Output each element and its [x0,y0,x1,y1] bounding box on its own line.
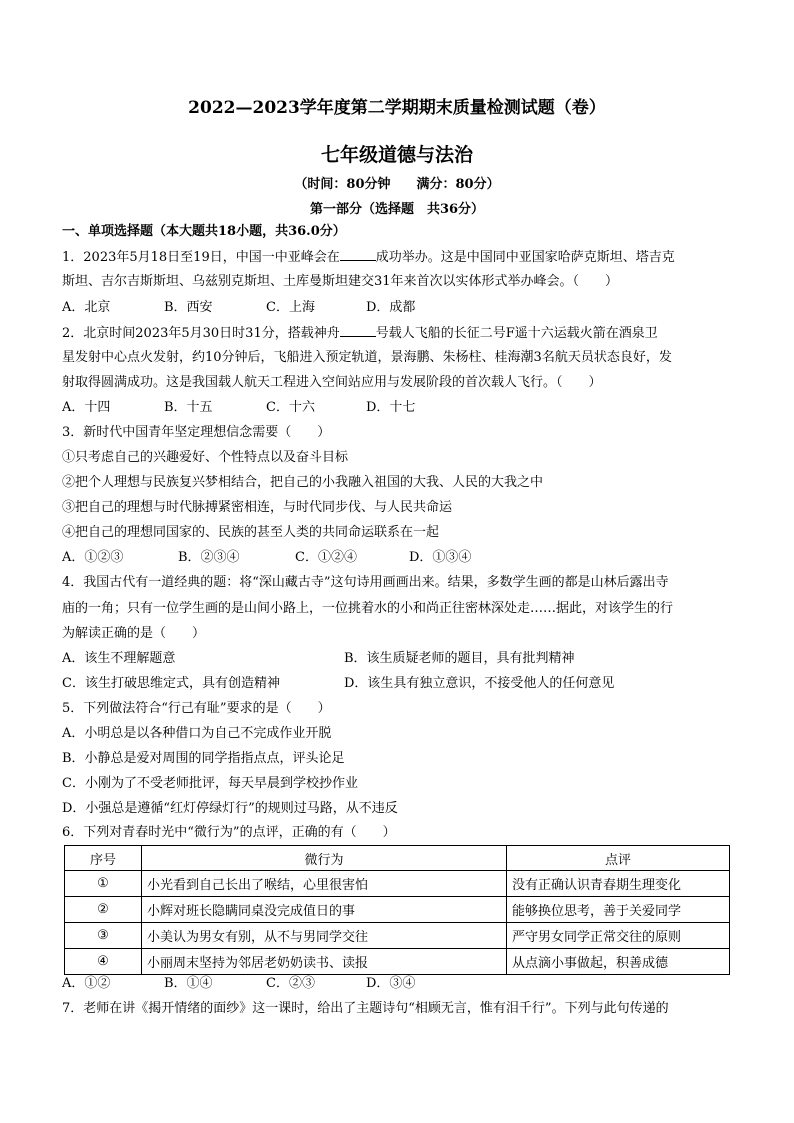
q6-row-behavior: 小辉对班长隐瞒同桌没完成值日的事 [142,897,507,923]
table-row [65,923,730,949]
section-heading: 一、单项选择题（本大题共18小题，共36.0分） [62,224,346,239]
q3-item-1: ①只考虑自己的兴趣爱好、个性特点以及奋斗目标 [62,450,349,465]
q6-option-b: B．①④ [164,976,213,991]
q4-option-c: C．该生打破思维定式，具有创造精神 [62,676,280,691]
q1-options [62,299,415,317]
q6-option-d: D．③④ [366,976,416,991]
q3-item-2: ②把个人理想与民族复兴梦相结合，把自己的小我融入祖国的大我、人民的大我之中 [62,475,544,490]
q1-option-a: A．北京 [62,300,111,315]
q2-stem-line1 [62,324,658,343]
q3-option-c: C．①②④ [295,550,357,565]
q4-options-row2 [62,675,614,693]
q6-header-row [65,846,730,871]
q2-option-a: A．十四 [62,400,111,415]
q3-option-a: A．①②③ [62,550,124,565]
q4-stem-line3: 为解读正确的是（ ） [62,626,206,641]
q2-stem-line2: 星发射中心点火发射，约10分钟后，飞船进入预定轨道，景海鹏、朱杨柱、桂海潮3名航天员状态良好，发 [62,350,672,365]
q6-row-comment: 严守男女同学正常交往的原则 [507,923,730,949]
q2-option-b: B．十五 [164,400,213,415]
q3-option-b: B．②③④ [178,550,240,565]
q1-text-a: 1．2023年5月18日至19日，中国一中亚峰会在 [62,250,340,265]
q5-option-b: B．小静总是爱对周围的同学指指点点，评头论足 [62,751,345,766]
q6-row-comment: 从点滴小事做起，积善成德 [507,949,730,975]
q4-stem-line2: 庙的一角；只有一位学生画的是山间小路上，一位挑着水的小和尚正往密林深处走……据此，对该学生的行 [62,601,674,616]
q6-row-no: ① [65,871,142,897]
exam-title: 2022—2023学年度第二学期期末质量检测试题（卷） [188,98,606,118]
q6-row-no: ② [65,897,142,923]
q5-option-d: D．小强总是遵循“红灯停绿灯行”的规则过马路，从不违反 [62,801,398,816]
q6-header-no: 序号 [65,846,142,871]
q6-row-behavior: 小光看到自己长出了喉结，心里很害怕 [142,871,507,897]
q3-item-3: ③把自己的理想与时代脉搏紧密相连，与时代同步伐、与人民共命运 [62,500,453,515]
time-score-info: （时间：80分钟 满分：80分） [294,177,500,192]
q1-stem-line1 [62,248,675,267]
q3-item-4: ④把自己的理想同国家的、民族的甚至人类的共同命运联系在一起 [62,525,440,540]
q1-stem-line2: 斯坦、吉尔吉斯斯坦、乌兹别克斯坦、土库曼斯坦建交31年来首次以实体形式举办峰会。（ ） [62,274,619,289]
q6-options [62,975,415,993]
q1-option-b: B．西安 [164,300,213,315]
q2-stem-line3: 射取得圆满成功。这是我国载人航天工程进入空间站应用与发展阶段的首次载人飞行。（ ） [62,375,602,390]
q6-option-c: C．②③ [266,976,315,991]
q5-option-c: C．小刚为了不受老师批评，每天早晨到学校抄作业 [62,776,358,791]
q6-row-behavior: 小丽周末坚持为邻居老奶奶读书、读报 [142,949,507,975]
part-heading: 第一部分（选择题 共36分） [309,202,485,217]
table-row [65,897,730,923]
q2-options [62,399,415,417]
q2-text-a: 2．北京时间2023年5月30日时31分，搭载神舟 [62,326,340,341]
q6-table [64,845,730,975]
q4-option-b: B．该生质疑老师的题目，具有批判精神 [344,651,575,666]
q3-stem: 3．新时代中国青年坚定理想信念需要（ ） [62,425,331,440]
q1-option-d: D．成都 [366,300,416,315]
q5-stem: 5．下列做法符合“行己有耻”要求的是（ ） [62,701,331,716]
q6-option-a: A．①② [62,976,111,991]
q6-row-comment: 能够换位思考，善于关爱同学 [507,897,730,923]
q6-stem: 6．下列对青春时光中“微行为”的点评，正确的有（ ） [62,825,396,840]
q1-text-b: 成功举办。这是中国同中亚国家哈萨克斯坦、塔吉克 [375,250,675,265]
q3-option-d: D．①③④ [409,550,472,565]
q7-stem-line1: 7．老师在讲《揭开情绪的面纱》这一课时，给出了主题诗句“相顾无言，惟有泪千行”。下列与此句传递的 [62,1001,669,1016]
q6-row-no: ④ [65,949,142,975]
q4-options-row1 [62,650,575,668]
q2-option-c: C．十六 [266,400,315,415]
q1-option-c: C．上海 [266,300,315,315]
table-row [65,949,730,975]
q1-blank [340,248,376,261]
q6-row-no: ③ [65,923,142,949]
q5-option-a: A．小明总是以各种借口为自己不完成作业开脱 [62,726,332,741]
table-row [65,871,730,897]
q6-header-comment: 点评 [507,846,730,871]
q2-text-b: 号载人飞船的长征二号F遥十六运载火箭在酒泉卫 [375,326,658,341]
q2-option-d: D．十七 [366,400,416,415]
q6-header-behavior: 微行为 [142,846,507,871]
q4-option-d: D．该生具有独立意识，不接受他人的任何意见 [344,676,615,691]
q6-row-behavior: 小美认为男女有别，从不与男同学交往 [142,923,507,949]
q4-stem-line1: 4．我国古代有一道经典的题：将“深山藏古寺”这句诗用画画出来。结果，多数学生画的都是山林后露出寺 [62,575,669,590]
subject-title: 七年级道德与法治 [320,144,473,166]
q6-row-comment: 没有正确认识青春期生理变化 [507,871,730,897]
q2-blank [340,324,376,337]
q4-option-a: A．该生不理解题意 [62,651,176,666]
q3-options [62,549,471,567]
